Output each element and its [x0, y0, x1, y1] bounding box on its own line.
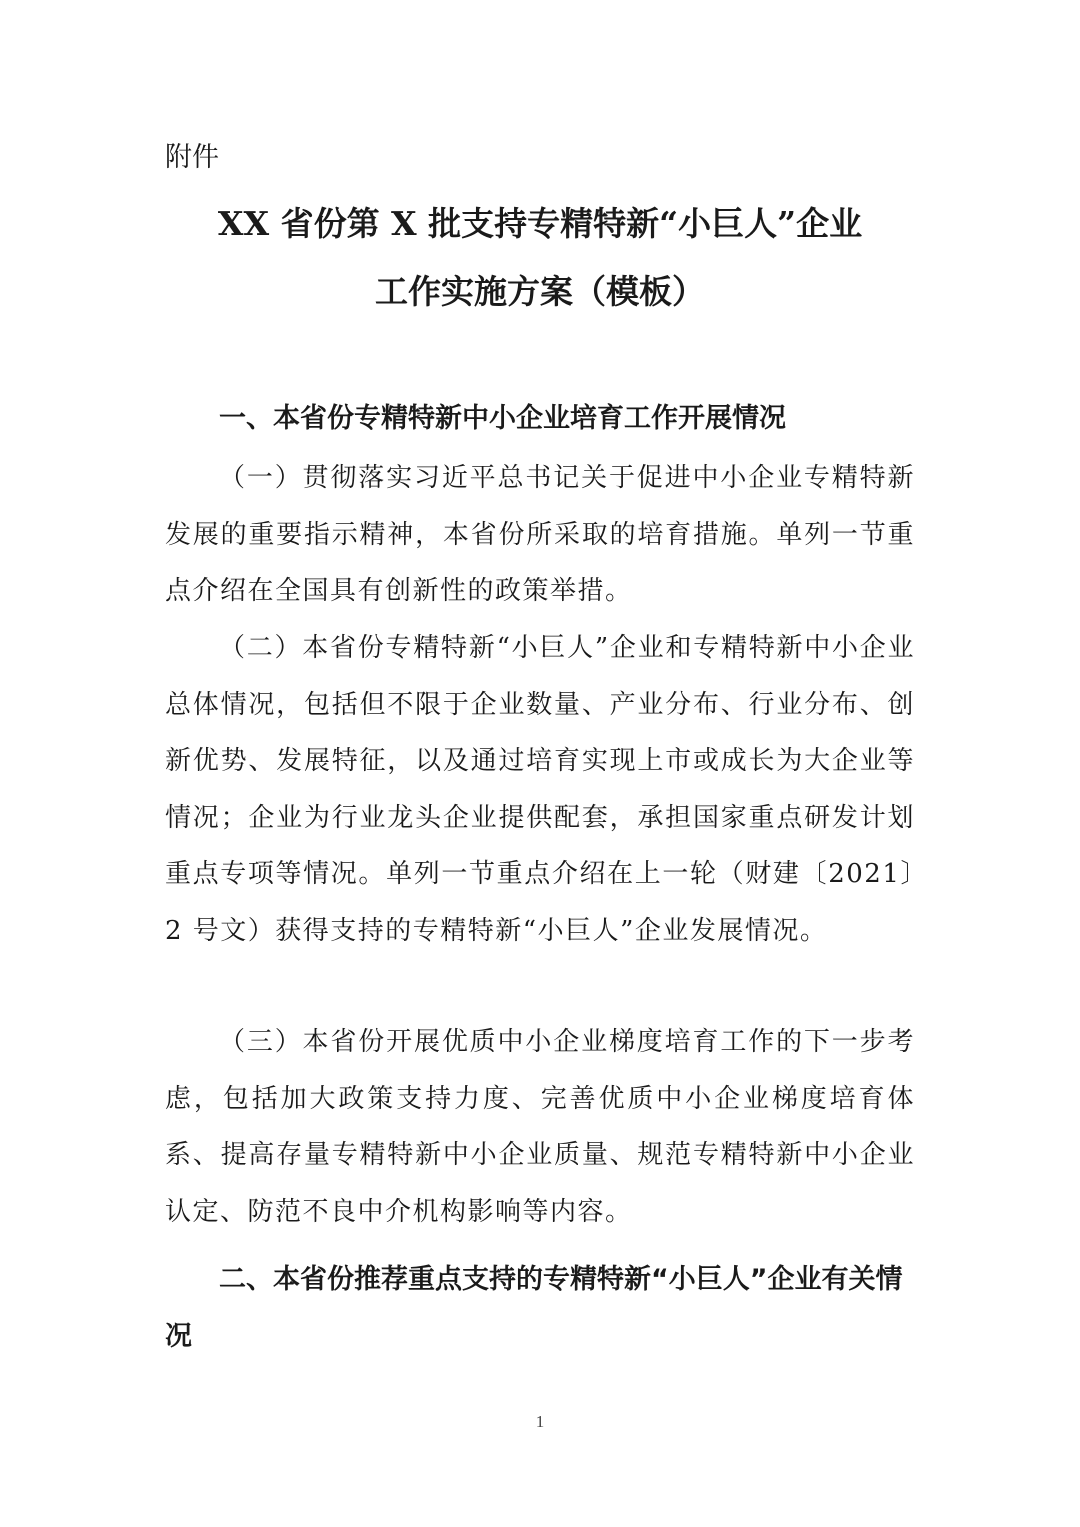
section-1-paragraph-3: （三）本省份开展优质中小企业梯度培育工作的下一步考虑，包括加大政策支持力度、完善优质中小企业梯度培育体系、提高存量专精特新中小企业质量、规范专精特新中小企业认定、防范不良中介机构影响等内容。	[165, 1027, 915, 1227]
document-title-line-2: 工作实施方案（模板）	[375, 272, 705, 311]
document-title-line-1: XX 省份第 X 批支持专精特新“小巨人”企业	[217, 204, 863, 243]
section-2-heading: 二、本省份推荐重点支持的专精特新“小巨人”企业有关情况	[165, 1264, 903, 1352]
page-number: 1	[535, 1412, 545, 1431]
section-1-heading: 一、本省份专精特新中小企业培育工作开展情况	[219, 403, 786, 434]
section-1-paragraph-2: （二）本省份专精特新“小巨人”企业和专精特新中小企业总体情况，包括但不限于企业数量、产业分布、行业分布、创新优势、发展特征，以及通过培育实现上市或成长为大企业等情况；企业为行业龙头企业提供配套，承担国家重点研发计划重点专项等情况。单列一节重点介绍在上一轮（财建〔2021〕2 号文）获得支持的专精特新“小巨人”企业发展情况。	[165, 633, 915, 946]
section-1-paragraph-1: （一）贯彻落实习近平总书记关于促进中小企业专精特新发展的重要指示精神，本省份所采取的培育措施。单列一节重点介绍在全国具有创新性的政策举措。	[165, 463, 915, 606]
attachment-label: 附件	[165, 142, 219, 173]
